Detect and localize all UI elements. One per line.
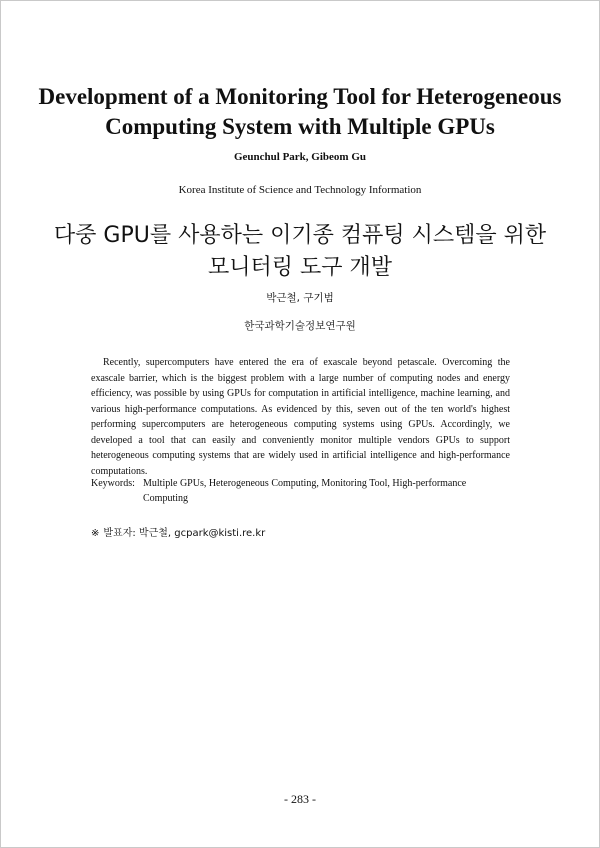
keywords-label: Keywords: [91, 478, 135, 489]
reference-mark-icon: ※ [91, 528, 100, 539]
affiliation-en: Korea Institute of Science and Technology Information [178, 184, 422, 196]
paper-title-en [30, 82, 570, 142]
paper-title-ko-line2: 모니터링 도구 개발 [207, 255, 392, 280]
presenter-note [91, 524, 265, 539]
presenter-text: 발표자: 박근철, gcpark@kisti.re.kr [103, 528, 266, 539]
affiliation-ko: 한국과학기술정보연구원 [244, 320, 356, 332]
authors-en: Geunchul Park, Gibeom Gu [233, 151, 367, 163]
paper-title-en-line2: Computing System with Multiple GPUs [105, 114, 495, 139]
abstract: Recently, supercomputers have entered the era of exascale beyond petascale. Overcoming the exascale barrier, which is the biggest problem with a large number of computing nodes and energy efficiency, was possible by using GPUs for computation in artificial intelligence, machine learning, and various high-performance computations. As evidenced by this, seven out of the ten world's highest performing supercomputers are heterogeneous computing systems using GPUs. Accordingly, we developed a tool that can easily and conveniently monitor multiple vendors GPUs to support heterogeneous computing systems that are widely used in artificial intelligence and high-performance computations. [91, 357, 510, 477]
paper-title-ko-line1: 다중 GPU를 사용하는 이기종 컴퓨팅 시스템을 위한 [53, 223, 547, 248]
paper-title-ko [20, 220, 580, 284]
page-number: - 283 - [284, 792, 316, 806]
keywords-text: Multiple GPUs, Heterogeneous Computing, Monitoring Tool, High-performance Computing [143, 478, 467, 504]
authors-ko: 박근철, 구기범 [266, 292, 334, 304]
paper-title-en-line1: Development of a Monitoring Tool for Heterogeneous [38, 84, 562, 109]
